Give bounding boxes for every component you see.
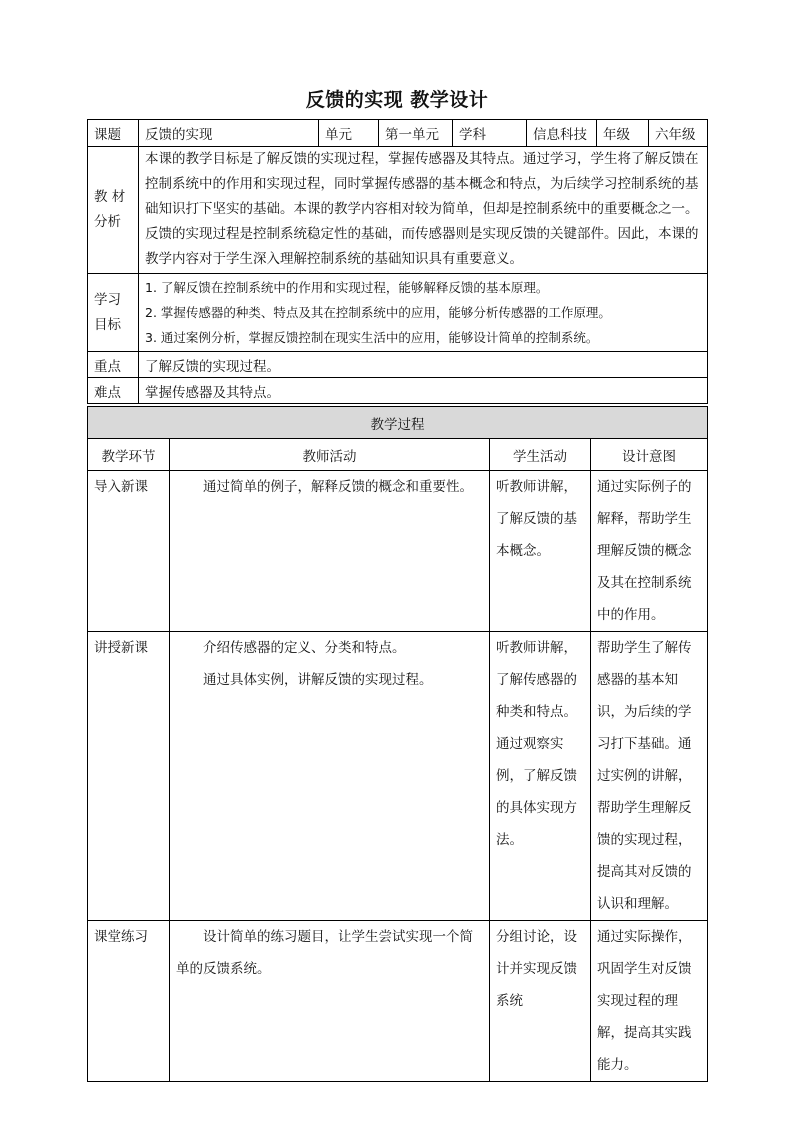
objective-item: 2. 掌握传感器的种类、特点及其在控制系统中的应用，能够分析传感器的工作原理。 <box>145 305 611 320</box>
student-activity: 分组讨论，设计并实现反馈系统 <box>490 921 591 1082</box>
column-header-student: 学生活动 <box>490 439 591 471</box>
difficulty-label: 难点 <box>88 378 139 404</box>
column-header-teacher: 教师活动 <box>170 439 490 471</box>
subject-value: 信息科技 <box>527 120 597 147</box>
key-point-row <box>88 352 708 378</box>
teacher-activity <box>170 471 490 632</box>
process-column-headers <box>88 439 708 471</box>
grade-label: 年级 <box>597 120 649 147</box>
key-point-label: 重点 <box>88 352 139 378</box>
student-activity: 听教师讲解，了解反馈的基本概念。 <box>490 471 591 632</box>
teacher-activity-line: 设计简单的练习题目，让学生尝试实现一个简单的反馈系统。 <box>176 929 473 977</box>
objective-item: 3. 通过案例分析，掌握反馈控制在现实生活中的应用，能够设计简单的控制系统。 <box>145 330 599 345</box>
topic-value: 反馈的实现 <box>139 120 319 147</box>
key-point-text: 了解反馈的实现过程。 <box>139 352 708 378</box>
topic-label: 课题 <box>88 120 139 147</box>
objective-item: 1. 了解反馈在控制系统中的作用和实现过程，能够解释反馈的基本原理。 <box>145 280 549 295</box>
objectives-label <box>88 274 139 352</box>
student-activity: 听教师讲解，了解传感器的种类和特点。通过观察实例，了解反馈的具体实现方法。 <box>490 632 591 921</box>
analysis-text <box>139 147 708 274</box>
grade-value: 六年级 <box>649 120 708 147</box>
stage-cell: 讲授新课 <box>88 632 170 921</box>
unit-value: 第一单元 <box>379 120 453 147</box>
stage-cell: 课堂练习 <box>88 921 170 1082</box>
teacher-activity <box>170 921 490 1082</box>
teacher-activity-line: 通过简单的例子，解释反馈的概念和重要性。 <box>203 479 473 495</box>
unit-label: 单元 <box>319 120 379 147</box>
objectives-row <box>88 274 708 352</box>
objectives-list <box>139 274 708 352</box>
design-intent: 通过实际例子的解释，帮助学生理解反馈的概念及其在控制系统中的作用。 <box>591 471 708 632</box>
analysis-paragraph: 本课的教学目标是了解反馈的实现过程，掌握传感器及其特点。通过学习，学生将了解反馈在控制系统中的作用和实现过程，同时掌握传感器的基本概念和特点，为后续学习控制系统的基础知识打下坚实的基础。本课的教学内容相对较为简单，但却是控制系统中的重要概念之一。反馈的实现过程是控制系统稳定性的基础，而传感器则是实现反馈的关键部件。因此，本课的教学内容对于学生深入理解控制系统的基础知识具有重要意义。 <box>145 151 699 267</box>
objectives-label-line1: 学习 <box>94 291 121 308</box>
design-intent: 帮助学生了解传感器的基本知识，为后续的学习打下基础。通过实例的讲解，帮助学生理解反馈的实现过程，提高其对反馈的认识和理解。 <box>591 632 708 921</box>
stage-cell: 导入新课 <box>88 471 170 632</box>
column-header-stage: 教学环节 <box>88 439 170 471</box>
teaching-process-table <box>87 406 708 1082</box>
difficulty-text: 掌握传感器及其特点。 <box>139 378 708 404</box>
difficulty-row <box>88 378 708 404</box>
document-title: 反馈的实现 教学设计 <box>305 89 489 111</box>
analysis-label <box>88 147 139 274</box>
info-row <box>88 120 708 147</box>
analysis-label-line2: 分析 <box>94 214 121 230</box>
process-row-new-lesson <box>88 632 708 921</box>
lesson-info-table <box>87 119 708 404</box>
process-header: 教学过程 <box>88 407 708 439</box>
analysis-label-line1: 教 材 <box>94 189 126 205</box>
teacher-activity-line: 通过具体实例，讲解反馈的实现过程。 <box>203 672 433 688</box>
design-intent: 通过实际操作，巩固学生对反馈实现过程的理解，提高其实践能力。 <box>591 921 708 1082</box>
process-row-practice <box>88 921 708 1082</box>
objectives-label-line2: 目标 <box>94 316 121 333</box>
column-header-design: 设计意图 <box>591 439 708 471</box>
process-row-intro <box>88 471 708 632</box>
subject-label: 学科 <box>453 120 527 147</box>
process-header-row <box>88 407 708 439</box>
teacher-activity <box>170 632 490 921</box>
analysis-row <box>88 147 708 274</box>
teacher-activity-line: 介绍传感器的定义、分类和特点。 <box>203 640 406 656</box>
